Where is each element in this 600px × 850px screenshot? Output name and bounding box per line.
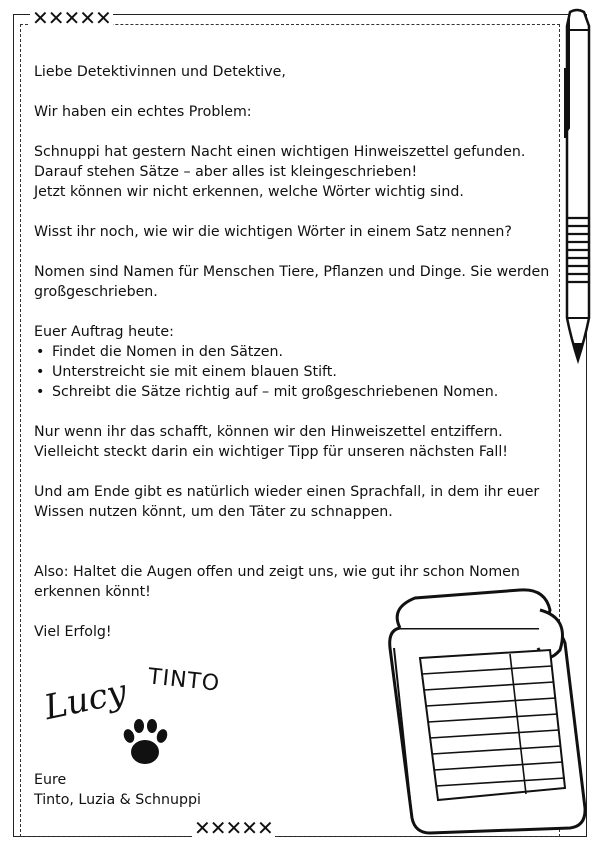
pen-icon (555, 8, 600, 368)
task-list (34, 342, 554, 402)
task-item: • Findet die Nomen in den Sätzen. (34, 342, 554, 362)
closing (34, 770, 201, 810)
problem-line: Wir haben ein echtes Problem: (34, 104, 252, 120)
top-x-marks: ✕✕✕✕✕ (32, 6, 111, 30)
bottom-x-marks: ✕✕✕✕✕ (194, 816, 273, 840)
task-item: • Unterstreicht sie mit einem blauen Stift. (34, 362, 554, 382)
story-line: Darauf stehen Sätze – aber alles ist kleingeschrieben! (34, 164, 418, 180)
question-line: Wisst ihr noch, wie wir die wichtigen Wörter in einem Satz nennen? (34, 224, 512, 240)
task-item: • Schreibt die Sätze richtig auf – mit großgeschriebenen Nomen. (34, 382, 554, 402)
decode-paragraph: Nur wenn ihr das schafft, können wir den Hinweiszettel entziffern. Vielleicht steckt darin ein wichtiger Tipp für unseren nächsten Fall! (34, 424, 508, 460)
closing-names: Tinto, Luzia & Schnuppi (34, 792, 201, 808)
story-paragraph (34, 142, 554, 202)
letter-body (34, 62, 554, 662)
definition-paragraph: Nomen sind Namen für Menschen Tiere, Pflanzen und Dinge. Sie werden großgeschrieben. (34, 264, 550, 300)
story-line: Schnuppi hat gestern Nacht einen wichtigen Hinweiszettel gefunden. (34, 144, 526, 160)
story-line: Jetzt können wir nicht erkennen, welche Wörter wichtig sind. (34, 184, 464, 200)
end-paragraph: Und am Ende gibt es natürlich wieder einen Sprachfall, in dem ihr euer Wissen nutzen könnt, um den Täter zu schnappen. (34, 484, 540, 520)
paw-icon (120, 716, 170, 768)
greeting: Liebe Detektivinnen und Detektive, (34, 64, 286, 80)
tinto-signature: TINTO (146, 664, 222, 697)
also-paragraph: Also: Haltet die Augen offen und zeigt uns, wie gut ihr schon Nomen erkennen könnt! (34, 564, 520, 600)
closing-line: Eure (34, 772, 67, 788)
notepad-icon (360, 588, 590, 838)
wish-line: Viel Erfolg! (34, 624, 112, 640)
lucy-signature: Lucy (40, 671, 130, 729)
task-heading: Euer Auftrag heute: (34, 324, 174, 340)
